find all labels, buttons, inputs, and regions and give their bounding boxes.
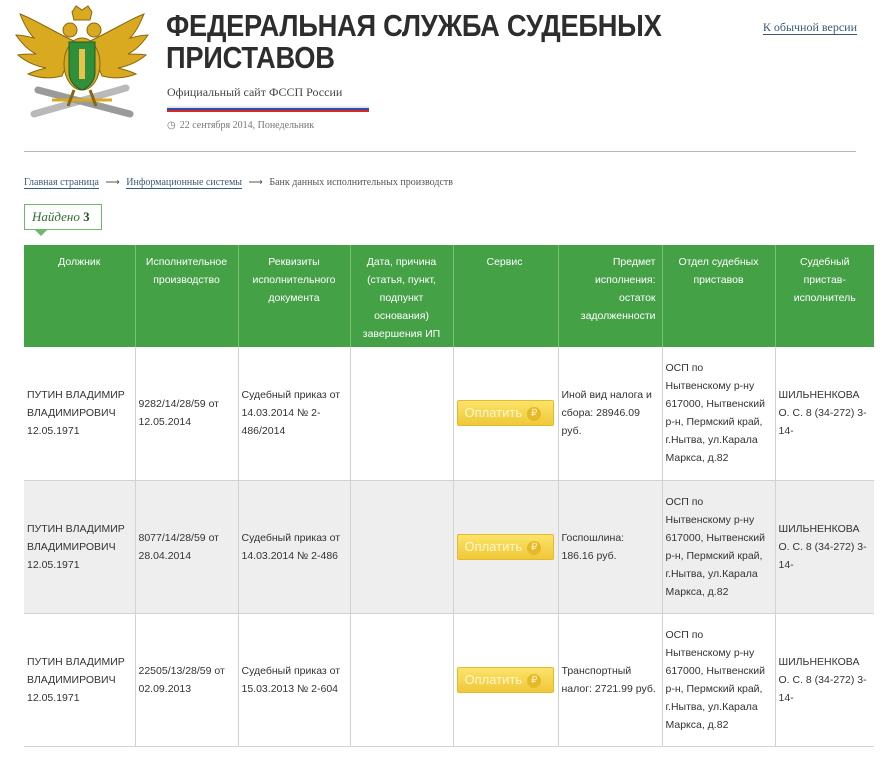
breadcrumb-info-systems[interactable]: Информационные системы — [126, 177, 243, 188]
pay-button[interactable] — [457, 534, 554, 560]
breadcrumb — [24, 177, 453, 188]
flag-red-stripe — [167, 110, 369, 112]
subject-cell: Иной вид налога и сбора: 28946.09 руб. — [558, 347, 662, 480]
table-row — [24, 347, 874, 480]
pay-button-label: Оплатить — [464, 405, 523, 421]
document-cell: Судебный приказ от 14.03.2014 № 2-486/2014 — [238, 347, 350, 480]
header-closure: Дата, причина (статья, пункт, подпункт основания) завершения ИП — [350, 245, 453, 347]
debtor-cell: ПУТИН ВЛАДИМИР ВЛАДИМИРОВИЧ 12.05.1971 — [24, 613, 135, 746]
service-cell — [453, 347, 558, 480]
department-cell: ОСП по Нытвенскому р-ну 617000, Нытвенский р-н, Пермский край, г.Нытва, ул.Карала Маркса, д.82 — [662, 347, 775, 480]
proceeding-cell: 22505/13/28/59 от 02.09.2013 — [135, 613, 238, 746]
table-row — [24, 613, 874, 746]
russian-flag-stripe — [167, 106, 369, 112]
bailiff-cell: ШИЛЬНЕНКОВА О. С. 8 (34-272) 3-14- — [775, 480, 874, 613]
ruble-icon: ₽ — [527, 407, 541, 421]
document-cell: Судебный приказ от 14.03.2014 № 2-486 — [238, 480, 350, 613]
pay-button[interactable] — [457, 400, 554, 426]
header-service: Сервис — [453, 245, 558, 347]
clock-icon: ◷ — [167, 120, 176, 131]
header-divider — [24, 151, 856, 152]
table-header-row — [24, 245, 874, 347]
document-cell: Судебный приказ от 15.03.2013 № 2-604 — [238, 613, 350, 746]
found-label: Найдено — [32, 209, 80, 224]
header-department: Отдел судебных приставов — [662, 245, 775, 347]
closure-cell — [350, 613, 453, 746]
ruble-icon: ₽ — [527, 541, 541, 555]
ruble-icon: ₽ — [527, 674, 541, 688]
header-document: Реквизиты исполнительного документа — [238, 245, 350, 347]
breadcrumb-home[interactable]: Главная страница — [24, 177, 99, 188]
bailiff-cell: ШИЛЬНЕНКОВА О. С. 8 (34-272) 3-14- — [775, 613, 874, 746]
proceeding-cell: 8077/14/28/59 от 28.04.2014 — [135, 480, 238, 613]
subject-cell: Госпошлина: 186.16 руб. — [558, 480, 662, 613]
current-date — [167, 120, 314, 131]
date-text: 22 сентября 2014, Понедельник — [179, 120, 315, 131]
service-cell — [453, 613, 558, 746]
debtor-cell: ПУТИН ВЛАДИМИР ВЛАДИМИРОВИЧ 12.05.1971 — [24, 347, 135, 480]
table-row — [24, 480, 874, 613]
header-subject: Предмет исполнения: остаток задолженности — [558, 245, 662, 347]
closure-cell — [350, 480, 453, 613]
service-cell — [453, 480, 558, 613]
header-proceeding: Исполнительное производство — [135, 245, 238, 347]
department-cell: ОСП по Нытвенскому р-ну 617000, Нытвенский р-н, Пермский край, г.Нытва, ул.Карала Маркса, д.82 — [662, 480, 775, 613]
bailiff-cell: ШИЛЬНЕНКОВА О. С. 8 (34-272) 3-14- — [775, 347, 874, 480]
found-count-badge — [24, 204, 102, 230]
header-bailiff: Судебный пристав-исполнитель — [775, 245, 874, 347]
debtor-cell: ПУТИН ВЛАДИМИР ВЛАДИМИРОВИЧ 12.05.1971 — [24, 480, 135, 613]
fssp-emblem-logo — [14, 2, 150, 128]
pay-button-label: Оплатить — [464, 538, 523, 554]
regular-version-link[interactable]: К обычной версии — [762, 20, 857, 34]
enforcement-proceedings-table — [24, 245, 874, 747]
site-title: ФЕДЕРАЛЬНАЯ СЛУЖБА СУДЕБНЫХ ПРИСТАВОВ — [166, 8, 662, 75]
pay-button[interactable] — [457, 667, 554, 693]
department-cell: ОСП по Нытвенскому р-ну 617000, Нытвенский р-н, Пермский край, г.Нытва, ул.Карала Маркса, д.82 — [662, 613, 775, 746]
header-debtor: Должник — [24, 245, 135, 347]
site-subtitle: Официальный сайт ФССП России — [167, 85, 343, 99]
breadcrumb-current: Банк данных исполнительных производств — [269, 177, 453, 188]
breadcrumb-arrow-icon: ⟶ — [248, 177, 263, 188]
subject-cell: Транспортный налог: 2721.99 руб. — [558, 613, 662, 746]
found-count: 3 — [83, 209, 90, 224]
breadcrumb-arrow-icon: ⟶ — [105, 177, 120, 188]
closure-cell — [350, 347, 453, 480]
pay-button-label: Оплатить — [464, 671, 523, 687]
proceeding-cell: 9282/14/28/59 от 12.05.2014 — [135, 347, 238, 480]
